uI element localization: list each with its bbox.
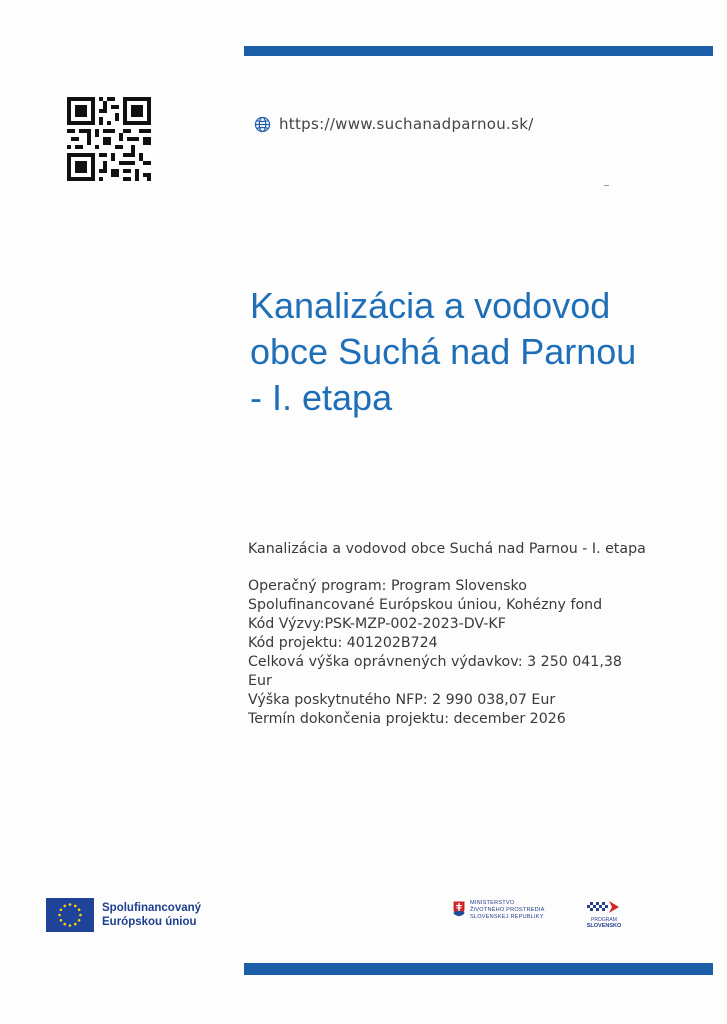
qr-code[interactable] — [67, 97, 151, 181]
program-slovensko-text — [587, 917, 622, 929]
info-line-completion-date: Termín dokončenia projektu: december 2026 — [248, 711, 566, 727]
top-accent-bar — [244, 46, 713, 56]
eu-logo-text — [102, 901, 201, 929]
eu-star — [78, 908, 81, 911]
info-line-project-code: Kód projektu: 401202B724 — [248, 635, 438, 651]
ministry-line-2: ŽIVOTNÉHO PROSTREDIA — [470, 907, 545, 913]
eu-star — [60, 919, 63, 922]
program-slovensko-mark-icon — [585, 899, 623, 917]
eu-star — [63, 923, 66, 926]
info-line-call-code: Kód Výzvy:PSK-MZP-002-2023-DV-KF — [248, 616, 506, 632]
eu-star — [74, 905, 77, 908]
ministry-line-1: MINISTERSTVO — [470, 900, 515, 906]
bottom-accent-bar — [244, 963, 713, 975]
title-line-3: - I. etapa — [250, 377, 393, 418]
project-subtitle: Kanalizácia a vodovod obce Suchá nad Parnou - I. etapa — [248, 541, 646, 557]
eu-logo-line-1: Spolufinancovaný — [102, 902, 202, 914]
info-line-program: Operačný program: Program Slovensko — [248, 578, 527, 594]
website-link[interactable]: https://www.suchanadparnou.sk/ — [279, 115, 534, 133]
eu-star — [58, 914, 61, 917]
slovak-coat-of-arms-icon — [452, 900, 466, 918]
eu-cofunding-logo — [46, 898, 201, 932]
globe-icon — [254, 116, 271, 133]
ministry-text — [470, 900, 545, 921]
eu-star — [69, 903, 72, 906]
info-line-eligible-expenses: Celková výška oprávnených výdavkov: 3 250 041,38 Eur — [248, 654, 622, 689]
eu-star — [74, 923, 77, 926]
eu-star — [69, 924, 72, 927]
eu-star — [79, 914, 82, 917]
project-info — [248, 540, 648, 729]
info-line-cofinanced: Spolufinancované Európskou úniou, Kohézny fond — [248, 597, 603, 613]
eu-logo-line-2: Európskou úniou — [102, 916, 197, 928]
program-line-1: PROGRAM — [591, 917, 617, 923]
info-line-grant-amount: Výška poskytnutého NFP: 2 990 038,07 Eur — [248, 692, 556, 708]
program-slovensko-logo — [585, 899, 623, 929]
eu-star — [63, 905, 66, 908]
ministry-logo — [452, 900, 545, 921]
title-line-2: obce Suchá nad Parnou — [250, 331, 637, 372]
title-line-1: Kanalizácia a vodovod — [250, 285, 611, 326]
scan-speck — [604, 185, 609, 186]
eu-star — [60, 908, 63, 911]
website-row — [254, 115, 534, 133]
eu-flag-icon — [46, 898, 94, 932]
program-line-2: SLOVENSKO — [586, 923, 622, 929]
page-title — [250, 283, 690, 421]
eu-star — [78, 919, 81, 922]
ministry-line-3: SLOVENSKEJ REPUBLIKY — [470, 914, 544, 920]
